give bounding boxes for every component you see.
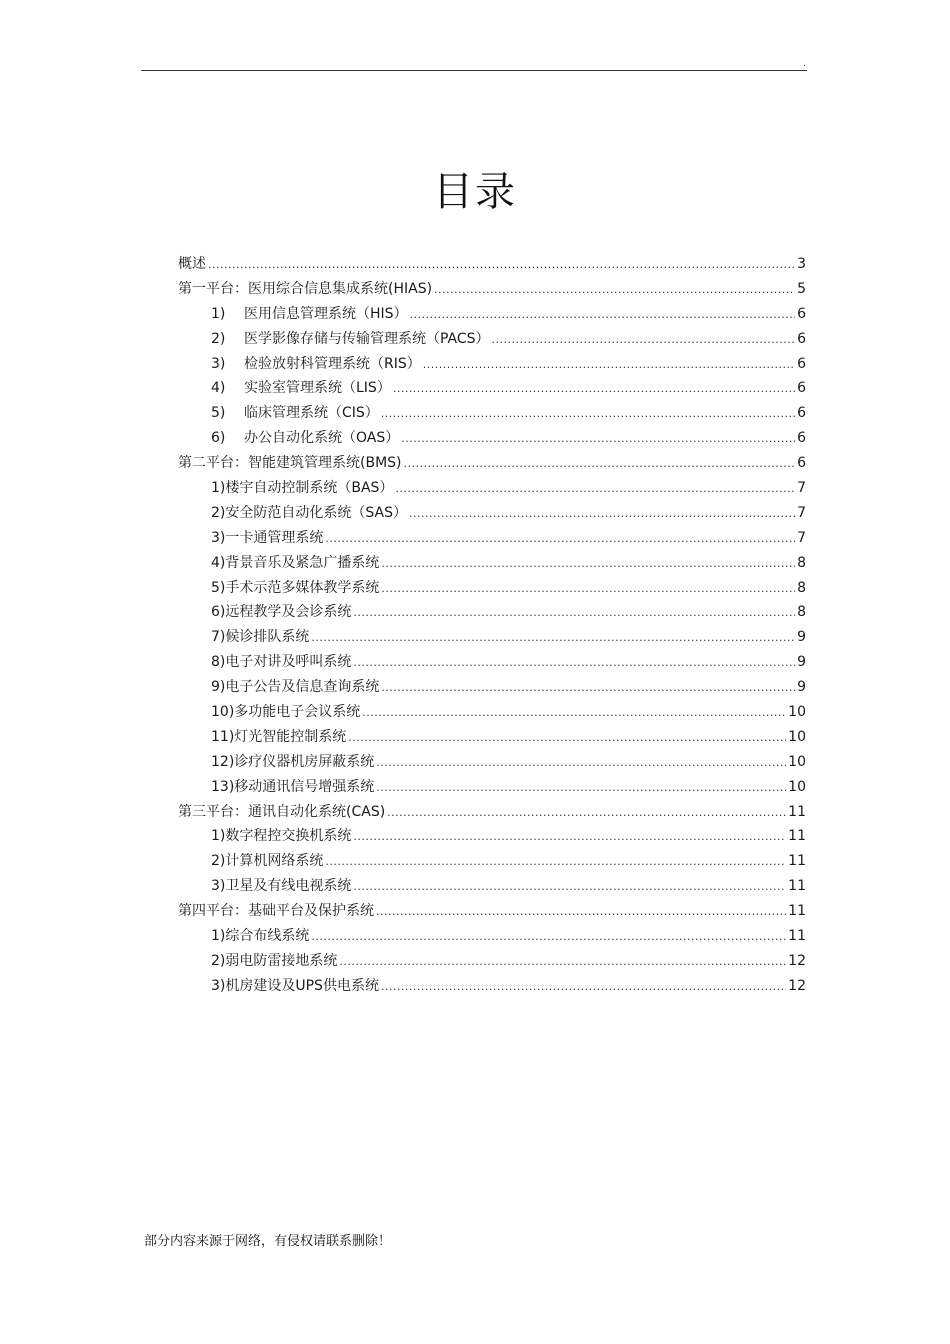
toc-entry-label: 2)安全防范自动化系统（SAS） xyxy=(211,504,407,521)
toc-entry-label: 3)一卡通管理系统 xyxy=(211,529,324,546)
toc-entry[interactable] xyxy=(178,451,806,476)
toc-entry-label: 办公自动化系统（OAS） xyxy=(244,430,400,447)
toc-entry-page: 11 xyxy=(788,903,806,920)
toc-dot-leader xyxy=(311,626,795,651)
toc-entry-label: 3)机房建设及UPS供电系统 xyxy=(211,977,379,994)
toc-dot-leader xyxy=(404,452,796,477)
toc-entry-number: 3) xyxy=(211,355,226,372)
toc-entry[interactable] xyxy=(178,625,806,650)
toc-entry-page: 9 xyxy=(797,654,806,671)
toc-dot-leader xyxy=(381,552,795,577)
toc-dot-leader xyxy=(353,825,786,850)
toc-entry-number: 2) xyxy=(211,330,226,347)
toc-entry-label: 2)计算机网络系统 xyxy=(211,853,324,870)
toc-dot-leader xyxy=(492,328,796,353)
header-rule xyxy=(141,70,807,71)
toc-entry[interactable] xyxy=(178,849,806,874)
toc-dot-leader xyxy=(410,303,796,328)
toc-entry[interactable] xyxy=(178,376,806,401)
toc-entry-label: 3)卫星及有线电视系统 xyxy=(211,878,352,895)
toc-entry-label: 11)灯光智能控制系统 xyxy=(211,728,347,745)
toc-entry[interactable] xyxy=(178,401,806,426)
toc-entry[interactable] xyxy=(178,650,806,675)
toc-entry-page: 7 xyxy=(797,529,806,546)
toc-entry[interactable] xyxy=(178,576,806,601)
toc-entry-page: 10 xyxy=(788,778,806,795)
toc-entry-label: 第二平台：智能建筑管理系统(BMS) xyxy=(178,455,402,472)
toc-entry[interactable] xyxy=(178,526,806,551)
toc-entry-number: 1) xyxy=(211,305,226,322)
toc-entry[interactable] xyxy=(178,302,806,327)
toc-entry-number: 5) xyxy=(211,405,226,422)
toc-entry-label: 1)数字程控交换机系统 xyxy=(211,828,352,845)
toc-dot-leader xyxy=(395,477,795,502)
toc-entry[interactable] xyxy=(178,700,806,725)
toc-dot-leader xyxy=(325,850,786,875)
toc-dot-leader xyxy=(376,751,786,776)
toc-entry-page: 10 xyxy=(788,728,806,745)
toc-dot-leader xyxy=(353,651,795,676)
toc-entry[interactable] xyxy=(178,675,806,700)
toc-dot-leader xyxy=(401,427,795,452)
page-title: 目录 xyxy=(433,169,517,215)
toc-entry-label: 实验室管理系统（LIS） xyxy=(244,380,391,397)
toc-entry[interactable] xyxy=(178,725,806,750)
toc-entry[interactable] xyxy=(178,352,806,377)
toc-entry[interactable] xyxy=(178,750,806,775)
toc-dot-leader xyxy=(362,701,786,726)
toc-entry-page: 6 xyxy=(797,405,806,422)
toc-dot-leader xyxy=(353,601,795,626)
toc-dot-leader xyxy=(348,726,786,751)
footer-note: 部分内容来源于网络，有侵权请联系删除！ xyxy=(144,1234,392,1249)
toc-entry[interactable] xyxy=(178,974,806,999)
toc-dot-leader xyxy=(387,801,786,826)
toc-entry-page: 11 xyxy=(788,878,806,895)
toc-entry-label: 医用信息管理系统（HIS） xyxy=(244,305,408,322)
toc-entry-label: 5)手术示范多媒体教学系统 xyxy=(211,579,380,596)
toc-entry[interactable] xyxy=(178,949,806,974)
toc-dot-leader xyxy=(325,527,795,552)
toc-entry-page: 11 xyxy=(788,928,806,945)
toc-entry-label: 第四平台：基础平台及保护系统 xyxy=(178,903,374,920)
toc-entry[interactable] xyxy=(178,874,806,899)
toc-entry-page: 11 xyxy=(788,828,806,845)
toc-entry-label: 13)移动通讯信号增强系统 xyxy=(211,778,375,795)
toc-entry-number: 6) xyxy=(211,430,226,447)
toc-entry-page: 11 xyxy=(788,853,806,870)
toc-entry-label: 第三平台：通讯自动化系统(CAS) xyxy=(178,803,386,820)
toc-dot-leader xyxy=(353,875,786,900)
toc-entry-label: 9)电子公告及信息查询系统 xyxy=(211,679,380,696)
toc-entry-page: 10 xyxy=(788,753,806,770)
toc-entry[interactable] xyxy=(178,800,806,825)
toc-entry-page: 6 xyxy=(797,455,806,472)
toc-entry-page: 6 xyxy=(797,305,806,322)
toc-entry-page: 3 xyxy=(797,256,806,272)
toc-entry[interactable] xyxy=(178,501,806,526)
toc-entry-label: 4)背景音乐及紧急广播系统 xyxy=(211,554,380,571)
toc-dot-leader xyxy=(381,975,786,1000)
toc-entry-page: 8 xyxy=(797,554,806,571)
toc-entry[interactable] xyxy=(178,252,806,277)
toc-entry-label: 1)综合布线系统 xyxy=(211,928,310,945)
header-mark: . xyxy=(803,58,807,69)
toc-dot-leader xyxy=(311,925,786,950)
toc-entry-page: 5 xyxy=(797,280,806,297)
toc-entry[interactable] xyxy=(178,327,806,352)
toc-entry-label: 12)诊疗仪器机房屏蔽系统 xyxy=(211,753,375,770)
toc-entry[interactable] xyxy=(178,899,806,924)
toc-entry-number: 4) xyxy=(211,380,226,397)
toc-entry-page: 11 xyxy=(788,803,806,820)
toc-entry-page: 12 xyxy=(788,952,806,969)
toc-dot-leader xyxy=(423,353,795,378)
toc-entry-label: 概述 xyxy=(178,256,206,272)
toc-entry-page: 6 xyxy=(797,355,806,372)
table-of-contents xyxy=(178,252,806,999)
toc-entry-page: 12 xyxy=(788,977,806,994)
toc-entry[interactable] xyxy=(178,600,806,625)
toc-entry-page: 9 xyxy=(797,629,806,646)
toc-entry-label: 1)楼宇自动控制系统（BAS） xyxy=(211,480,394,497)
toc-entry[interactable] xyxy=(178,277,806,302)
toc-entry[interactable] xyxy=(178,775,806,800)
toc-entry-page: 8 xyxy=(797,604,806,621)
toc-entry[interactable] xyxy=(178,426,806,451)
toc-entry-label: 第一平台：医用综合信息集成系统(HIAS) xyxy=(178,280,433,297)
toc-dot-leader xyxy=(434,278,795,303)
toc-entry-label: 医学影像存储与传输管理系统（PACS） xyxy=(244,330,490,347)
toc-entry-page: 6 xyxy=(797,380,806,397)
toc-entry-page: 6 xyxy=(797,430,806,447)
toc-entry[interactable] xyxy=(178,551,806,576)
toc-entry-label: 临床管理系统（CIS） xyxy=(244,405,379,422)
toc-entry-page: 6 xyxy=(797,330,806,347)
toc-entry-label: 2)弱电防雷接地系统 xyxy=(211,952,338,969)
toc-entry-label: 检验放射科管理系统（RIS） xyxy=(244,355,421,372)
toc-entry-page: 7 xyxy=(797,504,806,521)
toc-dot-leader xyxy=(339,950,786,975)
toc-entry-label: 10)多功能电子会议系统 xyxy=(211,704,361,721)
toc-entry-page: 9 xyxy=(797,679,806,696)
toc-entry-page: 10 xyxy=(788,704,806,721)
toc-dot-leader xyxy=(409,502,795,527)
toc-dot-leader xyxy=(381,577,795,602)
toc-dot-leader xyxy=(376,900,786,925)
toc-dot-leader xyxy=(381,402,795,427)
toc-dot-leader xyxy=(376,776,786,801)
toc-entry[interactable] xyxy=(178,924,806,949)
toc-entry-label: 6)远程教学及会诊系统 xyxy=(211,604,352,621)
toc-dot-leader xyxy=(381,676,795,701)
toc-entry-page: 8 xyxy=(797,579,806,596)
toc-entry-page: 7 xyxy=(797,480,806,497)
toc-entry-label: 8)电子对讲及呼叫系统 xyxy=(211,654,352,671)
toc-entry-label: 7)候诊排队系统 xyxy=(211,629,310,646)
toc-dot-leader xyxy=(208,253,795,278)
toc-dot-leader xyxy=(393,377,795,402)
toc-entry[interactable] xyxy=(178,824,806,849)
toc-entry[interactable] xyxy=(178,476,806,501)
